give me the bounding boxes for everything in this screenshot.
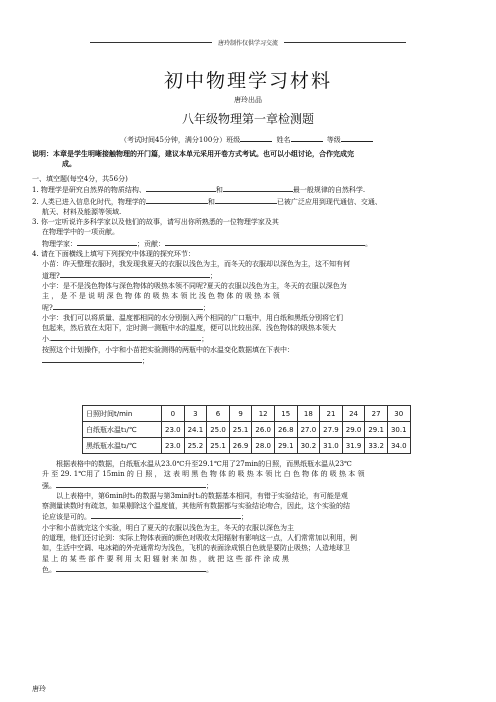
header-rule-left — [90, 42, 212, 43]
table-cell: 34.0 — [387, 438, 410, 454]
table-row — [83, 422, 411, 438]
table-cell: 6 — [207, 406, 230, 422]
q3-answer-line — [32, 238, 382, 249]
notice-line: 成。 — [62, 160, 76, 169]
table-cell: 30.1 — [387, 422, 410, 438]
table-cell: 28.0 — [252, 438, 275, 454]
table-row-label: 白纸瓶水温t₁/℃ — [83, 422, 162, 438]
table-cell: 25.1 — [229, 422, 252, 438]
q2-text: 2. 人类已进入信息化时代，物理学的 — [32, 197, 146, 206]
analysis-blank-line: 强。 ； — [42, 481, 213, 490]
table-cell: 23.0 — [162, 422, 185, 438]
table-cell: 26.8 — [274, 422, 297, 438]
footer: 唐玲 — [32, 685, 46, 693]
header-tagline: 唐玲制作仅供学习交流 — [218, 40, 279, 47]
q2-blank-1[interactable] — [146, 196, 208, 204]
table-row-label: 日照时间t/min — [83, 406, 162, 422]
exam-subtitle: 八年级物理第一章检测题 — [181, 112, 314, 126]
q4-paragraph: 主 ， 是 不 是 说 明 深 色 物 体 的 吸 热 本 领 比 浅 色 物 体 的 吸 热 本 领 — [42, 292, 280, 301]
question-4: 4. 请在下面横线上填写下列探究中体现的探究环节： — [32, 250, 195, 259]
table-cell: 9 — [229, 406, 252, 422]
table-cell: 29.1 — [365, 422, 388, 438]
q4-paragraph: 包起来，然后放在太阳下，定时测一测瓶中水的温度，便可以比较出深、浅色物体的吸热本领大 — [42, 324, 336, 333]
table-cell: 15 — [274, 406, 297, 422]
physicist-blank[interactable] — [77, 238, 137, 246]
q4-text: 呢? — [42, 303, 53, 312]
grade-blank[interactable] — [341, 141, 373, 142]
table-row — [83, 438, 411, 454]
notice-line: 说明：本章是学生明晰接触物理的开门篇，建议本单元采用开卷方式考试。也可以小组讨论，合作完成完 — [32, 150, 354, 158]
analysis-blank-3[interactable] — [56, 564, 206, 572]
q3-text: 。 — [365, 239, 372, 248]
analysis-line: 升 至 29. 1℃用了 15min 的 日 照 ， 这 表 明 黑 色 物 体 的 吸 热 本 领 比 白 色 物 体 的 吸 热 本 领 — [42, 470, 365, 479]
author: 唐玲出品 — [234, 96, 262, 104]
table-cell: 0 — [162, 406, 185, 422]
question-1 — [32, 184, 382, 195]
table-cell: 31.0 — [320, 438, 343, 454]
time-class-label: （考试时间45分钟，满分100分）班级 — [120, 136, 241, 144]
table-cell: 21 — [320, 406, 343, 422]
table-cell: 23.0 — [162, 438, 185, 454]
table-cell: 24 — [342, 406, 365, 422]
analysis-body — [32, 459, 364, 575]
q2-text: 和 — [207, 197, 215, 206]
analysis-blank-2[interactable] — [91, 511, 241, 519]
table-cell: 25.2 — [184, 438, 207, 454]
analysis-line: 小宇和小苗就完这个实验，明白了夏天的衣服以浅色为主，冬天的衣服以深色为主 — [42, 523, 294, 532]
q4-text: 道理? — [42, 271, 60, 280]
analysis-blank-line: 色。 。 — [42, 565, 213, 574]
page-header — [90, 38, 406, 47]
analysis — [32, 459, 364, 575]
table-cell: 27 — [365, 406, 388, 422]
table-cell: 31.9 — [342, 438, 365, 454]
notice — [32, 149, 354, 170]
q1-blank-1[interactable] — [146, 184, 216, 192]
table-cell: 33.2 — [365, 438, 388, 454]
q4-paragraph: 小宇：是不是浅色物体与深色物体的吸热本领不同呢?夏天的衣服以浅色为主，冬天的衣服以深色为 — [42, 281, 347, 290]
class-blank[interactable] — [240, 141, 272, 142]
q3-text: 物理学家： — [42, 239, 77, 248]
contribution-blank[interactable] — [165, 238, 365, 246]
analysis-text: 强。 — [42, 481, 56, 490]
analysis-text: 色。 — [42, 565, 56, 574]
q1-blank-2[interactable] — [223, 184, 293, 192]
q2-continued: 航天、材料及能源等领域. — [42, 207, 122, 216]
q4-blank-2[interactable] — [53, 302, 203, 310]
table-cell: 18 — [297, 406, 320, 422]
analysis-blank-1[interactable] — [56, 480, 206, 488]
section-1 — [32, 174, 382, 366]
name-blank[interactable] — [291, 141, 323, 142]
exam-info — [120, 135, 375, 145]
q4-blank-3[interactable] — [51, 333, 201, 341]
header-rule-right — [284, 42, 406, 43]
q4-blank-1[interactable] — [60, 270, 210, 278]
section-heading: 一、填空题(每空4分，共56分) — [32, 175, 128, 183]
table-row-label: 黑纸瓶水温t₂/℃ — [83, 438, 162, 454]
table-cell: 25.0 — [207, 422, 230, 438]
table-cell: 25.1 — [207, 438, 230, 454]
table-cell: 29.0 — [342, 422, 365, 438]
table-cell: 30.2 — [297, 438, 320, 454]
question-2 — [32, 196, 382, 207]
q4-blank-4[interactable] — [42, 355, 142, 363]
grade-label: 等级 — [326, 136, 341, 144]
table-cell: 29.1 — [274, 438, 297, 454]
analysis-line: 星 上 的 某 些 部 件 要 利 用 太 阳 辐 射 来 加 热 ， 就 把 这 些 部 件 涂 成 黑 — [42, 554, 289, 563]
analysis-blank-line: 论应该是可的。 ； — [42, 513, 248, 522]
q4-paragraph: 小宇：我们可以将质量、温度都相同的水分别倒入两个相同的广口瓶中，用白纸和黑纸分别将它们 — [42, 313, 343, 322]
table-cell: 26.9 — [229, 438, 252, 454]
table-cell: 24.1 — [184, 422, 207, 438]
q2-blank-2[interactable] — [215, 196, 277, 204]
q4-paragraph: 按照这个计划操作，小宇和小苗把实验测得的两瓶中的水温变化数据填在下表中： — [42, 345, 294, 354]
page-title: 初中物理学习材料 — [163, 70, 332, 92]
analysis-text: 论应该是可的。 — [42, 513, 91, 522]
table-cell: 27.0 — [297, 422, 320, 438]
q2-text: 已被广泛应用到现代通信、交通、 — [276, 197, 382, 206]
q1-text: 1. 物理学是研究自然界的物质结构、 — [32, 186, 146, 195]
q4-line-blank: 呢? ； — [42, 303, 210, 312]
q3-text: ；贡献： — [137, 239, 165, 248]
analysis-line: 根据表格中的数据，白纸瓶水温从23.0℃升至29.1℃用了27min的日照，而黑纸瓶水温从23℃ — [56, 460, 352, 468]
table-row — [83, 406, 411, 422]
analysis-line: 察测量读数时有疏忽，如果剔除这个温度值，其他所有数据都与实验结论吻合，因此，这个实验的结 — [42, 502, 350, 511]
q4-line-blank: 道理? ； — [42, 271, 217, 280]
analysis-line: 的道理，他们还讨论到：实际上物体表面的颜色对吸收太阳辐射有影响这一点，人们常常加以利用，例 — [42, 534, 357, 543]
q3-continued: 在物理学中的一项贡献。 — [42, 228, 119, 237]
q4-body — [32, 259, 382, 366]
table-cell: 3 — [184, 406, 207, 422]
q4-text: 小. — [42, 335, 52, 344]
table-cell: 26.0 — [252, 422, 275, 438]
q4-line-blank: ； — [42, 355, 382, 366]
table-cell: 12 — [252, 406, 275, 422]
analysis-line: 如，生活中空调、电冰箱的外壳通常均为浅色，飞机的表面涂成银白色就是要防止吸热；人造地球卫 — [42, 544, 350, 553]
q4-paragraph: 小苗：昨天整理衣服时，我发现我夏天的衣服以浅色为主，而冬天的衣服却以深色为主，这不知有何 — [42, 260, 350, 269]
q1-text: 和 — [215, 186, 223, 195]
q1-text: 最一般规律的自然科学. — [292, 186, 366, 195]
analysis-line: 以上表格中，第6min时t₂的数据与第3min时t₂的数据基本相同，有错于实验结论，有可能是观 — [56, 491, 348, 500]
q4-line-blank: 小. ； — [42, 335, 209, 344]
table-cell: 27.9 — [320, 422, 343, 438]
table-cell: 30 — [387, 406, 410, 422]
name-label: 姓名 — [276, 136, 291, 144]
temperature-table — [82, 405, 411, 454]
question-3: 3. 你一定听说许多科学家以及他们的故事，请写出你所熟悉的一位物理学家及其 — [32, 218, 279, 227]
